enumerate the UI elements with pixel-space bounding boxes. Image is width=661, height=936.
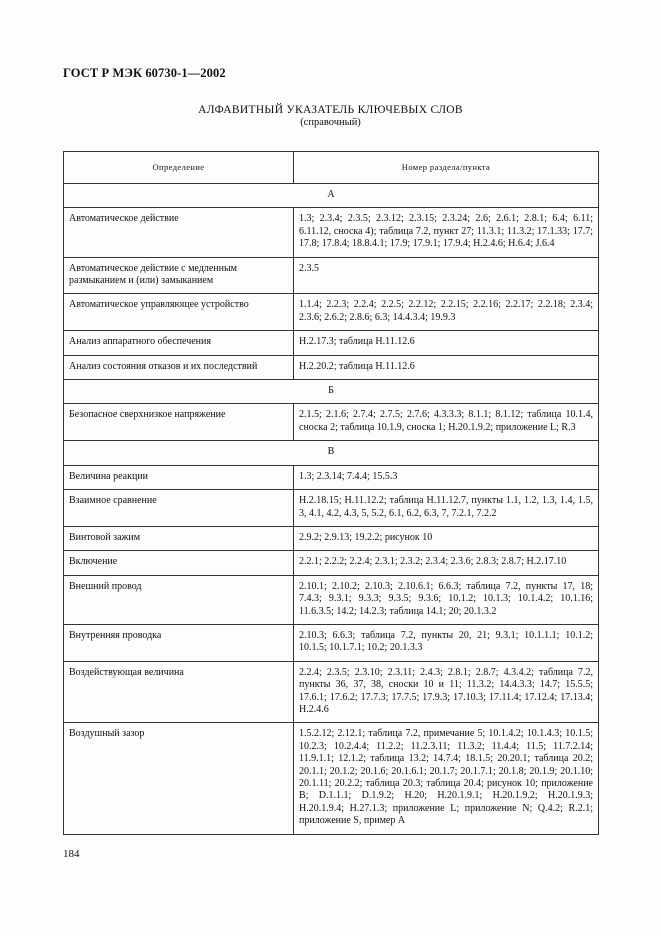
clause-references: 2.10.3; 6.6.3; таблица 7.2, пункты 20, 21; 9.3.1; 10.1.1.1; 10.1.2; 10.1.5; 10.1.7.1; 10.2; 20.1.3.3 bbox=[294, 624, 599, 661]
clause-references: H.2.18.15; H.11.12.2; таблица H.11.12.7, пункты 1.1, 1.2, 1.3, 1.4, 1.5, 3, 4.1, 4.2, 4.3, 5, 5.2, 6.1, 6.2, 6.3, 7, 7.2.1, 7.2.2 bbox=[294, 490, 599, 527]
table-body bbox=[64, 184, 599, 835]
column-header-definition: Определение bbox=[64, 152, 294, 184]
keyword-term: Включение bbox=[64, 551, 294, 575]
table-row bbox=[64, 404, 599, 441]
table-row bbox=[64, 624, 599, 661]
table-row bbox=[64, 526, 599, 550]
keyword-term: Воздействующая величина bbox=[64, 661, 294, 723]
clause-references: 2.1.5; 2.1.6; 2.7.4; 2.7.5; 2.7.6; 4.3.3.3; 8.1.1; 8.1.12; таблица 10.1.4, сноска 2; таблица 10.1.9, сноска 1; H.20.1.9.2; приложение L; R.3 bbox=[294, 404, 599, 441]
keyword-term: Винтовой зажим bbox=[64, 526, 294, 550]
document-code: ГОСТ Р МЭК 60730-1—2002 bbox=[63, 66, 226, 80]
index-subtitle: (справочный) bbox=[300, 117, 361, 128]
keyword-term: Воздушный зазор bbox=[64, 723, 294, 834]
keyword-term: Автоматическое действие с медленным размыканием и (или) замыканием bbox=[64, 257, 294, 294]
table-row bbox=[64, 355, 599, 379]
table-row bbox=[64, 208, 599, 257]
clause-references: 2.2.4; 2.3.5; 2.3.10; 2.3.11; 2.4.3; 2.8.1; 2.8.7; 4.3.4.2; таблица 7.2, пункты 36, 37, 38, сноски 10 и 11; 11.3.2; 14.4.3.3; 14.7; 15.5.5; 17.6.1; 17.6.2; 17.7.3; 17.7.5; 17.9.3; 17.10.3; 17.11.4; 17.12.4; 17.13.4; H.2.4.6 bbox=[294, 661, 599, 723]
keyword-term: Внешний провод bbox=[64, 575, 294, 624]
clause-references: 1.3; 2.3.4; 2.3.5; 2.3.12; 2.3.15; 2.3.24; 2.6; 2.6.1; 2.8.1; 6.4; 6.11; 6.11.12, сноска 4); таблица 7.2, пункт 27; 11.3.1; 11.3.2; 17.1.33; 17.7; 17.8; 17.8.4; 18.8.4.1; 17.9; 17.9.1; 17.9.4; H.2.4.6; H.6.4; J.6.4 bbox=[294, 208, 599, 257]
table-row bbox=[64, 257, 599, 294]
table-row bbox=[64, 575, 599, 624]
keyword-term: Автоматическое действие bbox=[64, 208, 294, 257]
keyword-index-table bbox=[63, 151, 599, 835]
keyword-term: Анализ аппаратного обеспечения bbox=[64, 331, 294, 355]
clause-references: 2.10.1; 2.10.2; 2.10.3; 2.10.6.1; 6.6.3; таблица 7.2, пункты 17, 18; 7.4.3; 9.3.1; 9.3.3; 9.3.5; 9.3.6; 10.1.2; 10.1.3; 10.1.4.2; 10.1.16; 11.6.3.5; 14.2; 14.2.3; таблица 14.1; 20; 20.1.3.2 bbox=[294, 575, 599, 624]
clause-references: 1.1.4; 2.2.3; 2.2.4; 2.2.5; 2.2.12; 2.2.15; 2.2.16; 2.2.17; 2.2.18; 2.3.4; 2.3.6; 2.6.2; 2.8.6; 6.3; 14.4.3.4; 19.9.3 bbox=[294, 294, 599, 331]
clause-references: 1.5.2.12; 2.12.1; таблица 7.2, примечание 5; 10.1.4.2; 10.1.4.3; 10.1.5; 10.2.3; 10.2.4.4; 11.2.2; 11.2.3.11; 11.3.2; 11.4.4; 11.5; 11.7.2.14; 11.9.1.1; 12.1.2; таблица 13.2; 14.7.4; 18.1.5; 20.20.1; таблица 20.2; 20.1.1; 20.1.2; 20.1.6; 20.1.6.1; 20.1.7; 20.1.7.1; 20.1.8; 20.1.9; 20.1.10; 20.1.11; 20.2.2; таблица 20.3; таблица 20.4; рисунок 10; приложение B; D.1.1.1; D.1.9.2; H.20; H.20.1.9.1; H.20.1.9.2; H.20.1.9.3; H.20.1.9.4; H.27.1.3; приложение L; приложение N; Q.4.2; R.2.1; приложение S, пример A bbox=[294, 723, 599, 834]
section-letter-row bbox=[64, 441, 599, 465]
table-row bbox=[64, 331, 599, 355]
clause-references: 2.3.5 bbox=[294, 257, 599, 294]
section-letter-row bbox=[64, 184, 599, 208]
section-letter: Б bbox=[64, 380, 599, 404]
index-title: АЛФАВИТНЫЙ УКАЗАТЕЛЬ КЛЮЧЕВЫХ СЛОВ bbox=[198, 104, 463, 116]
clause-references: 2.9.2; 2.9.13; 19.2.2; рисунок 10 bbox=[294, 526, 599, 550]
table-row bbox=[64, 723, 599, 834]
keyword-term: Безопасное сверхнизкое напряжение bbox=[64, 404, 294, 441]
keyword-term: Внутренняя проводка bbox=[64, 624, 294, 661]
section-letter: В bbox=[64, 441, 599, 465]
column-header-clause-number: Номер раздела/пункта bbox=[294, 152, 599, 184]
table-row bbox=[64, 661, 599, 723]
clause-references: H.2.17.3; таблица H.11.12.6 bbox=[294, 331, 599, 355]
clause-references: H.2.20.2; таблица H.11.12.6 bbox=[294, 355, 599, 379]
table-header-row bbox=[64, 152, 599, 184]
table-row bbox=[64, 551, 599, 575]
table-row bbox=[64, 490, 599, 527]
section-letter: А bbox=[64, 184, 599, 208]
page-number: 184 bbox=[63, 848, 80, 860]
keyword-term: Анализ состояния отказов и их последствий bbox=[64, 355, 294, 379]
clause-references: 2.2.1; 2.2.2; 2.2.4; 2.3.1; 2.3.2; 2.3.4; 2.3.6; 2.8.3; 2.8.7; H.2.17.10 bbox=[294, 551, 599, 575]
keyword-term: Автоматическое управляющее устройство bbox=[64, 294, 294, 331]
table-row bbox=[64, 294, 599, 331]
keyword-term: Взаимное сравнение bbox=[64, 490, 294, 527]
keyword-term: Величина реакции bbox=[64, 465, 294, 489]
table-row bbox=[64, 465, 599, 489]
section-letter-row bbox=[64, 380, 599, 404]
clause-references: 1.3; 2.3.14; 7.4.4; 15.5.3 bbox=[294, 465, 599, 489]
